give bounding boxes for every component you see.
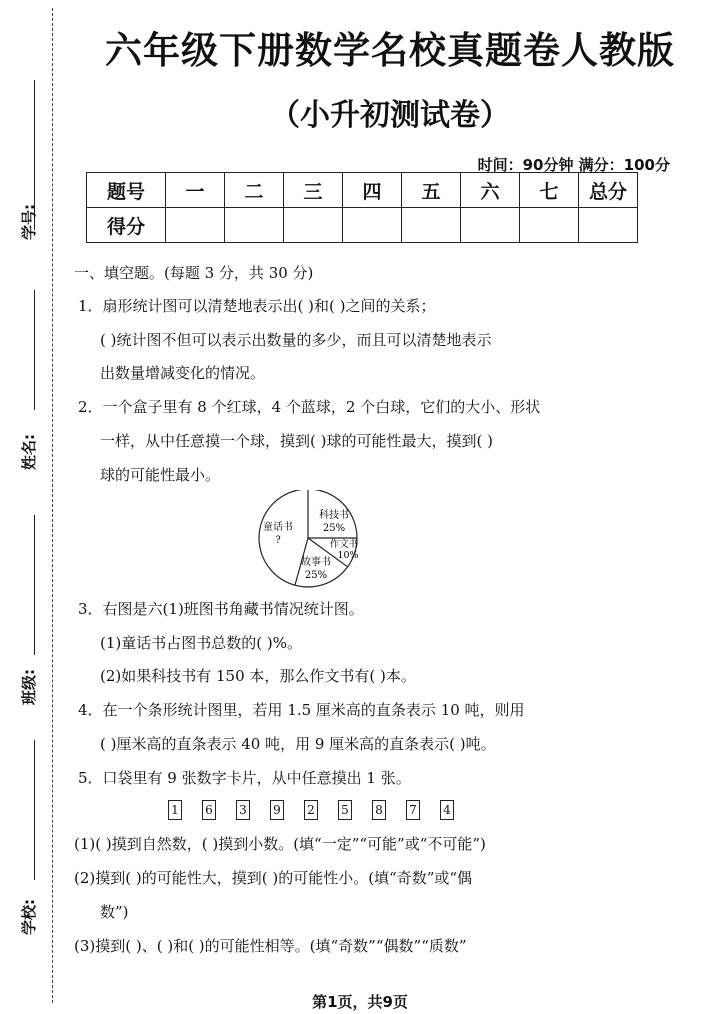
question-2-line-3: 球的可能性最小。 — [100, 466, 221, 484]
question-2-line-1: 2．一个盒子里有 8 个红球，4 个蓝球，2 个白球，它们的大小、形状 — [78, 398, 541, 416]
score-cell: 三 — [284, 173, 343, 208]
pie-label-keji: 科技书 — [319, 510, 349, 521]
score-cell: 四 — [343, 173, 402, 208]
score-cell: 七 — [520, 173, 579, 208]
question-1-line-2: ( )统计图不但可以表示出数量的多少，而且可以清楚地表示 — [100, 331, 492, 349]
score-cell: 总分 — [579, 173, 638, 208]
number-card: 8 — [372, 800, 386, 820]
pie-label-zuowen: 作文书 — [329, 539, 359, 550]
score-table-header-row — [87, 173, 638, 208]
pie-value-tonghua: ? — [275, 535, 281, 546]
question-5-sub-2-cont: 数”) — [100, 903, 129, 921]
score-blank-cell[interactable] — [461, 208, 520, 243]
score-blank-cell[interactable] — [579, 208, 638, 243]
school-label: 学校: — [20, 899, 38, 935]
binding-dash-line — [52, 8, 53, 1003]
number-card: 9 — [270, 800, 284, 820]
page-subtitle: （小升初测试卷） — [270, 98, 510, 133]
question-4-line-1: 4．在一个条形统计图里，若用 1.5 厘米高的直条表示 10 吨，则用 — [78, 701, 525, 719]
question-3-sub-2: (2)如果科技书有 150 本，那么作文书有( )本。 — [100, 667, 416, 685]
score-cell: 一 — [166, 173, 225, 208]
score-blank-cell[interactable] — [284, 208, 343, 243]
score-row-label: 得分 — [87, 208, 166, 243]
book-pie-chart — [250, 490, 370, 590]
school-field-rule — [34, 740, 35, 880]
question-4-line-2: ( )厘米高的直条表示 40 吨，用 9 厘米高的直条表示( )吨。 — [100, 735, 496, 753]
pie-value-gushi: 25% — [304, 570, 328, 581]
score-blank-cell[interactable] — [343, 208, 402, 243]
pie-label-gushi: 故事书 — [301, 557, 331, 568]
question-5-sub-2: (2)摸到( )的可能性大，摸到( )的可能性小。(填“奇数”或“偶 — [74, 869, 473, 887]
score-table-score-row — [87, 208, 638, 243]
score-cell: 二 — [225, 173, 284, 208]
page-title: 六年级下册数学名校真题卷人教版 — [105, 29, 675, 72]
question-5-sub-1: (1)( )摸到自然数，( )摸到小数。(填“一定”“可能”或“不可能”) — [74, 835, 486, 853]
score-table — [86, 172, 638, 243]
score-blank-cell[interactable] — [166, 208, 225, 243]
number-card: 6 — [202, 800, 216, 820]
page-footer: 第1页，共9页 — [312, 993, 408, 1011]
number-card: 4 — [440, 800, 454, 820]
question-2-line-2: 一样，从中任意摸一个球，摸到( )球的可能性最大，摸到( ) — [100, 432, 493, 450]
section-heading: 一、填空题。(每题 3 分，共 30 分) — [74, 264, 314, 282]
score-cell: 六 — [461, 173, 520, 208]
question-5-line-1: 5．口袋里有 9 张数字卡片，从中任意摸出 1 张。 — [78, 769, 411, 787]
number-card: 3 — [236, 800, 250, 820]
question-3-line-1: 3．右图是六(1)班图书角藏书情况统计图。 — [78, 600, 364, 618]
name-field-rule — [34, 290, 35, 410]
score-blank-cell[interactable] — [402, 208, 461, 243]
question-5-sub-3: (3)摸到( )、( )和( )的可能性相等。(填“奇数”“偶数”“质数” — [74, 937, 467, 955]
student-name-label: 姓名: — [20, 434, 38, 470]
pie-label-tonghua: 童话书 — [263, 522, 293, 533]
student-id-label: 学号: — [20, 204, 38, 240]
pie-value-zuowen: 10% — [337, 550, 359, 561]
score-cell: 五 — [402, 173, 461, 208]
score-cell: 题号 — [87, 173, 166, 208]
score-blank-cell[interactable] — [520, 208, 579, 243]
score-blank-cell[interactable] — [225, 208, 284, 243]
time-info: 时间：90分钟 满分：100分 — [477, 156, 670, 174]
question-1-line-3: 出数量增减变化的情况。 — [100, 364, 266, 382]
class-label: 班级: — [20, 669, 38, 705]
number-card: 1 — [168, 800, 182, 820]
number-card: 7 — [406, 800, 420, 820]
class-field-rule — [34, 515, 35, 655]
pie-value-keji: 25% — [322, 523, 346, 534]
number-card: 5 — [338, 800, 352, 820]
number-card: 2 — [304, 800, 318, 820]
question-1-line-1: 1．扇形统计图可以清楚地表示出( )和( )之间的关系； — [78, 297, 436, 315]
question-3-sub-1: (1)童话书占图书总数的( )%。 — [100, 634, 302, 652]
